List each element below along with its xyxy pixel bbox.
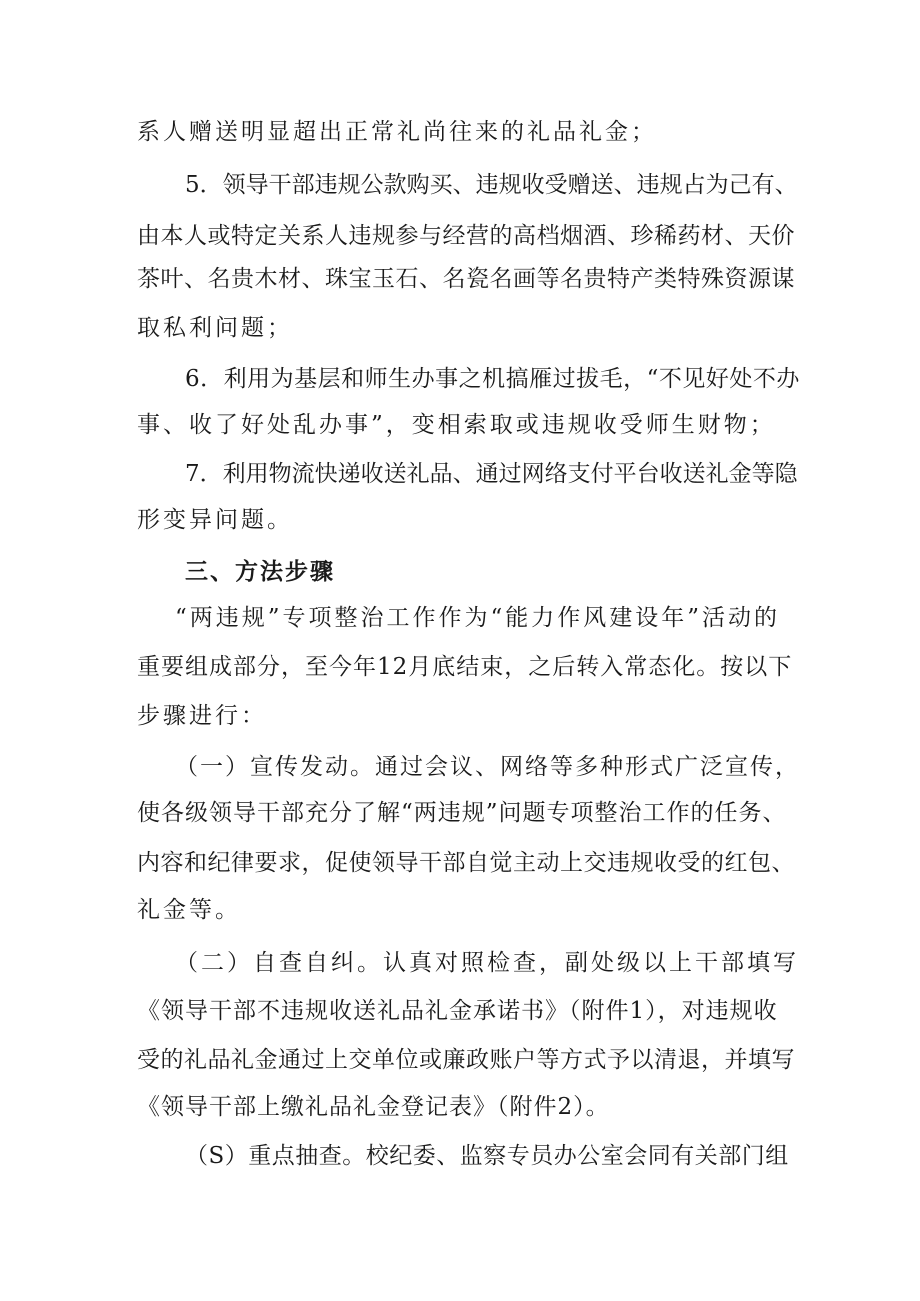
text-line-9: 形变异问题。: [137, 507, 293, 533]
text-line-8: 7．利用物流快递收送礼品、通过网络支付平台收送礼金等隐: [185, 461, 798, 487]
text-line-16: 内容和纪律要求，促使领导干部自觉主动上交违规收受的红包、: [137, 850, 795, 876]
text-line-17: 礼金等。: [137, 897, 241, 923]
text-line-5: 取私利问题；: [137, 315, 293, 341]
text-line-11: “两违规”专项整治工作作为“能力作风建设年”活动的: [175, 605, 781, 631]
text-line-19: 《领导干部不违规收送礼品礼金承诺书》（附件1），对违规收: [137, 998, 778, 1024]
text-line-20: 受的礼品礼金通过上交单位或廉政账户等方式予以清退，并填写: [137, 1047, 795, 1073]
text-line-1: 系人赠送明显超出正常礼尚往来的礼品礼金；: [137, 119, 657, 145]
text-line-15: 使各级领导干部充分了解“两违规”问题专项整治工作的任务、: [137, 800, 787, 826]
text-line-21: 《领导干部上缴礼品礼金登记表》（附件2）。: [137, 1094, 610, 1120]
text-line-22: （S）重点抽查。校纪委、监察专员办公室会同有关部门组: [185, 1143, 789, 1169]
text-line-3: 由本人或特定关系人违规参与经营的高档烟酒、珍稀药材、天价: [137, 223, 795, 249]
text-line-2: 5．领导干部违规公款购买、违规收受赠送、违规占为己有、: [185, 172, 798, 198]
text-line-6: 6．利用为基层和师生办事之机搞雁过拔毛，“不见好处不办: [185, 366, 800, 392]
text-line-18: （二）自查自纠。认真对照检查，副处级以上干部填写: [175, 950, 799, 976]
text-line-12: 重要组成部分，至今年12月底结束，之后转入常态化。按以下: [137, 654, 793, 680]
text-line-4: 茶叶、名贵木材、珠宝玉石、名瓷名画等名贵特产类特殊资源谋: [137, 266, 795, 292]
text-line-13: 步骤进行：: [137, 703, 267, 729]
section-heading: 三、方法步骤: [185, 559, 335, 585]
text-line-7: 事、收了好处乱办事”，变相索取或违规收受师生财物；: [137, 412, 776, 438]
text-line-14: （一）宣传发动。通过会议、网络等多种形式广泛宣传，: [175, 754, 800, 780]
